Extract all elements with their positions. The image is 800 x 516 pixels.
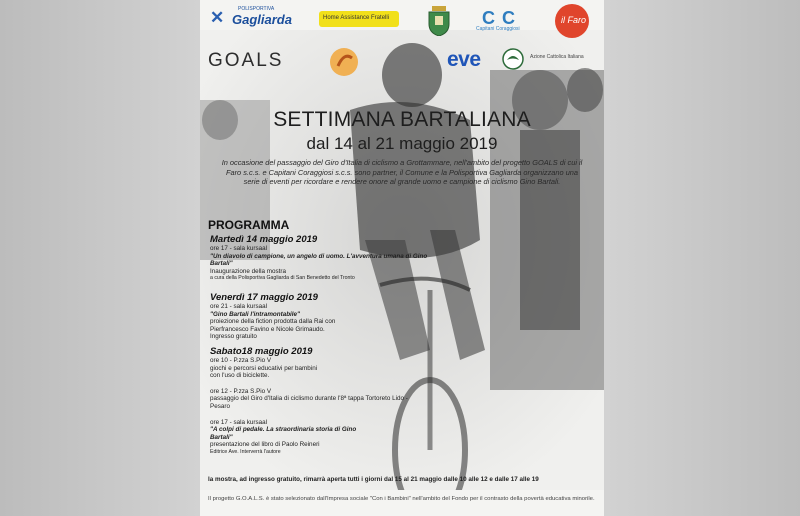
goals-logo-text: GOALS [208, 50, 284, 71]
yellow-sponsor-text: Home Assistance Fratelli [323, 15, 390, 21]
gagliarda-logo-super: POLISPORTIVA [238, 6, 275, 12]
orange-emblem-icon [328, 46, 360, 78]
event-date: Sabato18 maggio 2019 [210, 346, 313, 357]
event-line: "Un diavolo di campione, un angelo di uomo. L'avventura umana di Gino Bartali" [210, 252, 428, 268]
event-spacer [210, 411, 440, 419]
event-date: Martedì 14 maggio 2019 [210, 234, 318, 245]
event-item [210, 234, 440, 283]
event-line: Editrice Ave. Interverrà l'autore [210, 448, 281, 455]
event-line: Inaugurazione della mostra [210, 267, 286, 275]
event-line: "A colpi di pedale. La straordinaria storia di Gino Bartali" [210, 426, 357, 441]
left-backdrop [0, 0, 200, 516]
il-faro-logo [555, 4, 589, 38]
right-backdrop [604, 0, 800, 516]
gagliarda-logo [208, 6, 312, 30]
cyclist-icon: ✕ [210, 8, 225, 27]
event-line: ore 12 - P.zza S.Pio V [210, 387, 272, 395]
event-date: Venerdì 17 maggio 2019 [210, 292, 318, 303]
goals-logo [208, 50, 283, 72]
azione-cattolica-logo: Azione Cattolica Italiana [530, 54, 584, 60]
yellow-sponsor-logo [319, 11, 399, 27]
event-line: passaggio del Giro d'Italia di ciclismo durante l'8ª tappa Tortoreto Lido - Pesaro [210, 395, 408, 410]
event-line: a cura della Polisportiva Gagliarda di San Benedetto del Tronto [210, 275, 355, 282]
event-item [210, 346, 440, 457]
program-heading: PROGRAMMA [208, 218, 290, 232]
eve-logo: eve [447, 48, 481, 71]
poster-intro: In occasione del passaggio del Giro d'Italia di ciclismo a Grottammare, nell'ambito del progetto GOALS di cui il Faro s.c.s. e Capitani Coraggiosi s.c.s. sono partner, il Comune e la Polisportiva Gagliarda organizzano una serie di eventi per ricordare e rendere onore al grande uomo e campione di ciclismo Gino Bartali. [221, 158, 583, 187]
project-funding-note: Il progetto G.O.A.L.S. è stato selezionato dall'Impresa sociale "Con i Bambini" nell'ambito del Fondo per il contrasto della povertà educativa minorile. [208, 496, 595, 502]
event-line: ore 17 - sala kursaal [210, 245, 268, 252]
poster-subtitle: dal 14 al 21 maggio 2019 [306, 134, 498, 153]
exhibition-hours-note: la mostra, ad ingresso gratuito, rimarrà aperta tutti i giorni dal 15 al 21 maggio dalle 10 alle 12 e dalle 17 alle 19 [208, 476, 539, 483]
event-line: "Gino Bartali l'intramontabile" [210, 310, 301, 318]
event-spacer [210, 380, 440, 388]
event-line: giochi e percorsi educativi per bambini con l'uso di biciclette. [210, 364, 318, 380]
poster-title: SETTIMANA BARTALIANA [273, 108, 531, 131]
event-poster [200, 0, 604, 516]
municipal-crest-icon [428, 6, 450, 36]
event-line: ore 17 - sala kursaal [210, 418, 268, 426]
gagliarda-logo-text: Gagliarda [232, 12, 292, 27]
event-line: ore 21 - sala kursaal [210, 303, 268, 310]
event-item [210, 292, 440, 341]
event-line: presentazione del libro di Paolo Reineri [210, 441, 320, 449]
cc-logo-mark: C C [482, 8, 516, 28]
il-faro-logo-text: il Faro [561, 15, 587, 25]
capitani-coraggiosi-logo [476, 8, 540, 32]
cc-logo-text: Capitani Coraggiosi [476, 26, 520, 32]
dove-emblem-icon [502, 48, 524, 70]
event-line: proiezione della fiction prodotta dalla Rai con Pierfrancesco Favino e Nicole Grimaudo. [210, 318, 336, 333]
event-line: ore 10 - P.zza S.Pio V [210, 357, 272, 364]
event-line: Ingresso gratuito [210, 333, 257, 341]
